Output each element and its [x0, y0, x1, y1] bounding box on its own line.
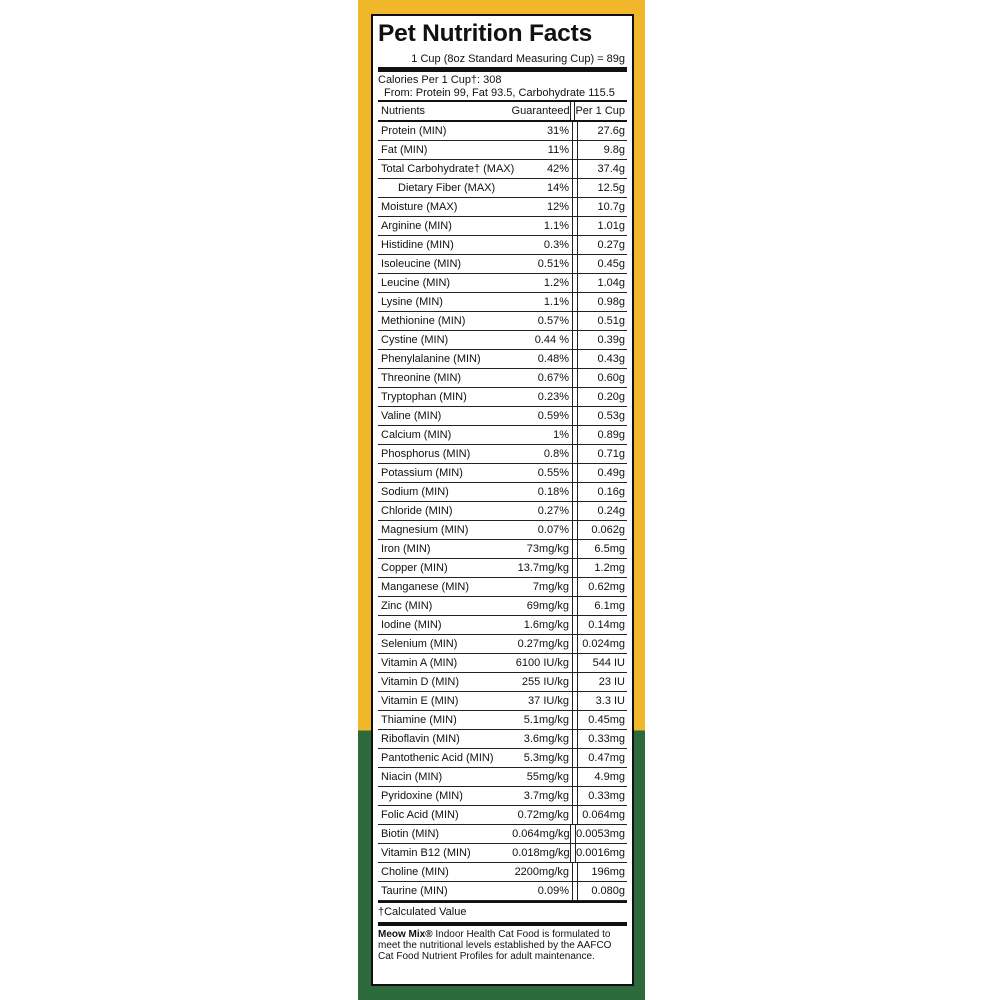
per-cup-value: 0.14mg: [588, 619, 625, 631]
table-row: [378, 160, 627, 179]
nutrient-name: Iodine (MIN): [381, 619, 442, 631]
nutrient-name: Phosphorus (MIN): [381, 448, 471, 460]
table-row: [378, 483, 627, 502]
calories-from: From: Protein 99, Fat 93.5, Carbohydrate 115.5: [384, 87, 615, 99]
table-row: [378, 369, 627, 388]
per-cup-value: 544 IU: [592, 657, 625, 669]
nutrient-name: Iron (MIN): [381, 543, 431, 555]
guaranteed-value: 73mg/kg: [526, 543, 569, 555]
per-cup-value: 37.4g: [597, 163, 625, 175]
nutrient-name: Choline (MIN): [381, 866, 449, 878]
per-cup-value: 12.5g: [597, 182, 625, 194]
per-cup-value: 1.04g: [597, 277, 625, 289]
guaranteed-value: 7mg/kg: [532, 581, 569, 593]
guaranteed-value: 0.23%: [537, 391, 569, 403]
table-row: [378, 217, 627, 236]
table-row: [378, 768, 627, 787]
aafco-statement: [378, 926, 627, 962]
guaranteed-value: 14%: [546, 182, 569, 194]
table-row: [378, 616, 627, 635]
nutrient-name: Phenylalanine (MIN): [381, 353, 481, 365]
calories-line: Calories Per 1 Cup†: 308: [378, 74, 502, 86]
nutrient-name: Copper (MIN): [381, 562, 448, 574]
serving-size: 1 Cup (8oz Standard Measuring Cup) = 89g: [378, 52, 627, 72]
nutrient-name: Vitamin D (MIN): [381, 676, 460, 688]
nutrient-name: Pyridoxine (MIN): [381, 790, 463, 802]
table-row: [378, 464, 627, 483]
nutrient-name: Potassium (MIN): [381, 467, 463, 479]
per-cup-value: 0.080g: [591, 885, 625, 897]
table-row: [378, 882, 627, 901]
per-cup-value: 10.7g: [597, 201, 625, 213]
guaranteed-value: 0.72mg/kg: [517, 809, 569, 821]
table-header: [378, 102, 627, 122]
per-cup-value: 9.8g: [603, 144, 625, 156]
table-row: [378, 350, 627, 369]
per-cup-value: 23 IU: [598, 676, 625, 688]
header-guaranteed: Guaranteed: [511, 105, 570, 117]
guaranteed-value: 0.18%: [537, 486, 569, 498]
guaranteed-value: 5.1mg/kg: [523, 714, 569, 726]
table-row: [378, 236, 627, 255]
per-cup-value: 0.49g: [597, 467, 625, 479]
nutrient-name: Dietary Fiber (MAX): [398, 182, 496, 194]
per-cup-value: 0.0016mg: [576, 847, 625, 859]
per-cup-value: 6.1mg: [594, 600, 625, 612]
table-row: [378, 521, 627, 540]
per-cup-value: 0.45g: [597, 258, 625, 270]
calories-section: [378, 72, 627, 102]
nutrient-name: Thiamine (MIN): [381, 714, 457, 726]
per-cup-value: 0.27g: [597, 239, 625, 251]
guaranteed-value: 12%: [546, 201, 569, 213]
nutrient-name: Arginine (MIN): [381, 220, 452, 232]
nutrient-name: Threonine (MIN): [381, 372, 462, 384]
table-row: [378, 141, 627, 160]
per-cup-value: 196mg: [591, 866, 625, 878]
table-row: [378, 559, 627, 578]
table-row: [378, 730, 627, 749]
nutrient-name: Pantothenic Acid (MIN): [381, 752, 494, 764]
per-cup-value: 0.39g: [597, 334, 625, 346]
table-row: [378, 597, 627, 616]
nutrient-name: Riboflavin (MIN): [381, 733, 460, 745]
guaranteed-value: 255 IU/kg: [521, 676, 569, 688]
nutrient-name: Sodium (MIN): [381, 486, 449, 498]
guaranteed-value: 0.27mg/kg: [517, 638, 569, 650]
guaranteed-value: 1.2%: [543, 277, 569, 289]
nutrient-name: Niacin (MIN): [381, 771, 443, 783]
guaranteed-value: 0.8%: [543, 448, 569, 460]
guaranteed-value: 1.1%: [543, 220, 569, 232]
per-cup-value: 1.01g: [597, 220, 625, 232]
nutrient-table: [378, 122, 627, 901]
guaranteed-value: 11%: [547, 144, 569, 156]
guaranteed-value: 0.09%: [537, 885, 569, 897]
per-cup-value: 4.9mg: [594, 771, 625, 783]
guaranteed-value: 31%: [546, 125, 569, 137]
guaranteed-value: 42%: [546, 163, 569, 175]
guaranteed-value: 6100 IU/kg: [515, 657, 569, 669]
guaranteed-value: 37 IU/kg: [528, 695, 569, 707]
per-cup-value: 0.064mg: [582, 809, 625, 821]
table-row: [378, 844, 627, 863]
table-row: [378, 825, 627, 844]
table-row: [378, 331, 627, 350]
nutrient-name: Biotin (MIN): [381, 828, 440, 840]
nutrient-name: Methionine (MIN): [381, 315, 466, 327]
table-row: [378, 692, 627, 711]
nutrient-name: Folic Acid (MIN): [381, 809, 459, 821]
table-row: [378, 255, 627, 274]
nutrient-name: Protein (MIN): [381, 125, 447, 137]
per-cup-value: 0.024mg: [582, 638, 625, 650]
guaranteed-value: 2200mg/kg: [514, 866, 569, 878]
per-cup-value: 0.71g: [597, 448, 625, 460]
per-cup-value: 0.33mg: [588, 733, 625, 745]
guaranteed-value: 3.7mg/kg: [523, 790, 569, 802]
nutrition-facts-panel: [371, 14, 634, 986]
per-cup-value: 0.51g: [597, 315, 625, 327]
per-cup-value: 0.53g: [597, 410, 625, 422]
per-cup-value: 0.24g: [597, 505, 625, 517]
nutrient-name: Vitamin B12 (MIN): [381, 847, 471, 859]
table-row: [378, 122, 627, 141]
nutrient-name: Isoleucine (MIN): [381, 258, 462, 270]
table-row: [378, 711, 627, 730]
statement-text: Indoor Health Cat Food is formulated to meet the nutritional levels established by the AAFCO Cat Food Nutrient Profiles for adult maintenance.: [378, 929, 612, 962]
guaranteed-value: 0.51%: [537, 258, 569, 270]
footnote: †Calculated Value: [378, 901, 627, 926]
nutrient-name: Taurine (MIN): [381, 885, 448, 897]
guaranteed-value: 0.07%: [537, 524, 569, 536]
table-row: [378, 388, 627, 407]
guaranteed-value: 3.6mg/kg: [523, 733, 569, 745]
nutrient-name: Histidine (MIN): [381, 239, 454, 251]
table-row: [378, 863, 627, 882]
nutrient-name: Vitamin E (MIN): [381, 695, 459, 707]
nutrient-name: Moisture (MAX): [381, 201, 458, 213]
table-row: [378, 198, 627, 217]
nutrient-name: Zinc (MIN): [381, 600, 433, 612]
per-cup-value: 0.47mg: [588, 752, 625, 764]
table-row: [378, 806, 627, 825]
per-cup-value: 0.0053mg: [576, 828, 625, 840]
table-row: [378, 407, 627, 426]
per-cup-value: 0.62mg: [588, 581, 625, 593]
nutrient-name: Valine (MIN): [381, 410, 442, 422]
nutrient-name: Vitamin A (MIN): [381, 657, 458, 669]
nutrient-name: Cystine (MIN): [381, 334, 449, 346]
per-cup-value: 0.60g: [597, 372, 625, 384]
nutrient-name: Total Carbohydrate† (MAX): [381, 163, 515, 175]
per-cup-value: 0.89g: [597, 429, 625, 441]
guaranteed-value: 1.6mg/kg: [523, 619, 569, 631]
brand-name: Meow Mix®: [378, 929, 433, 940]
guaranteed-value: 0.3%: [543, 239, 569, 251]
guaranteed-value: 0.27%: [537, 505, 569, 517]
nutrient-name: Calcium (MIN): [381, 429, 452, 441]
guaranteed-value: 0.55%: [537, 467, 569, 479]
header-per-cup: Per 1 Cup: [575, 105, 625, 117]
table-row: [378, 578, 627, 597]
nutrient-name: Manganese (MIN): [381, 581, 470, 593]
table-row: [378, 426, 627, 445]
table-row: [378, 635, 627, 654]
table-row: [378, 654, 627, 673]
guaranteed-value: 0.064mg/kg: [512, 828, 570, 840]
nutrient-name: Selenium (MIN): [381, 638, 458, 650]
per-cup-value: 0.45mg: [588, 714, 625, 726]
label-title: Pet Nutrition Facts: [378, 20, 592, 47]
guaranteed-value: 0.44 %: [534, 334, 569, 346]
per-cup-value: 0.16g: [597, 486, 625, 498]
nutrient-name: Tryptophan (MIN): [381, 391, 467, 403]
per-cup-value: 0.062g: [591, 524, 625, 536]
guaranteed-value: 13.7mg/kg: [517, 562, 569, 574]
nutrient-name: Magnesium (MIN): [381, 524, 469, 536]
table-row: [378, 673, 627, 692]
table-row: [378, 445, 627, 464]
per-cup-value: 0.98g: [597, 296, 625, 308]
per-cup-value: 0.43g: [597, 353, 625, 365]
per-cup-value: 1.2mg: [594, 562, 625, 574]
nutrient-name: Lysine (MIN): [381, 296, 443, 308]
table-row: [378, 502, 627, 521]
guaranteed-value: 0.018mg/kg: [512, 847, 570, 859]
table-row: [378, 540, 627, 559]
table-row: [378, 179, 627, 198]
table-row: [378, 749, 627, 768]
per-cup-value: 0.33mg: [588, 790, 625, 802]
guaranteed-value: 5.3mg/kg: [523, 752, 569, 764]
guaranteed-value: 0.67%: [537, 372, 569, 384]
per-cup-value: 0.20g: [597, 391, 625, 403]
guaranteed-value: 0.48%: [537, 353, 569, 365]
guaranteed-value: 69mg/kg: [526, 600, 569, 612]
per-cup-value: 27.6g: [597, 125, 625, 137]
per-cup-value: 6.5mg: [594, 543, 625, 555]
guaranteed-value: 1.1%: [543, 296, 569, 308]
nutrient-name: Fat (MIN): [381, 144, 428, 156]
guaranteed-value: 0.59%: [537, 410, 569, 422]
guaranteed-value: 0.57%: [537, 315, 569, 327]
guaranteed-value: 55mg/kg: [526, 771, 569, 783]
header-nutrients: Nutrients: [381, 105, 426, 117]
table-row: [378, 787, 627, 806]
nutrient-name: Chloride (MIN): [381, 505, 453, 517]
guaranteed-value: 1%: [553, 429, 569, 441]
table-row: [378, 274, 627, 293]
table-row: [378, 293, 627, 312]
table-row: [378, 312, 627, 331]
per-cup-value: 3.3 IU: [595, 695, 625, 707]
nutrient-name: Leucine (MIN): [381, 277, 451, 289]
